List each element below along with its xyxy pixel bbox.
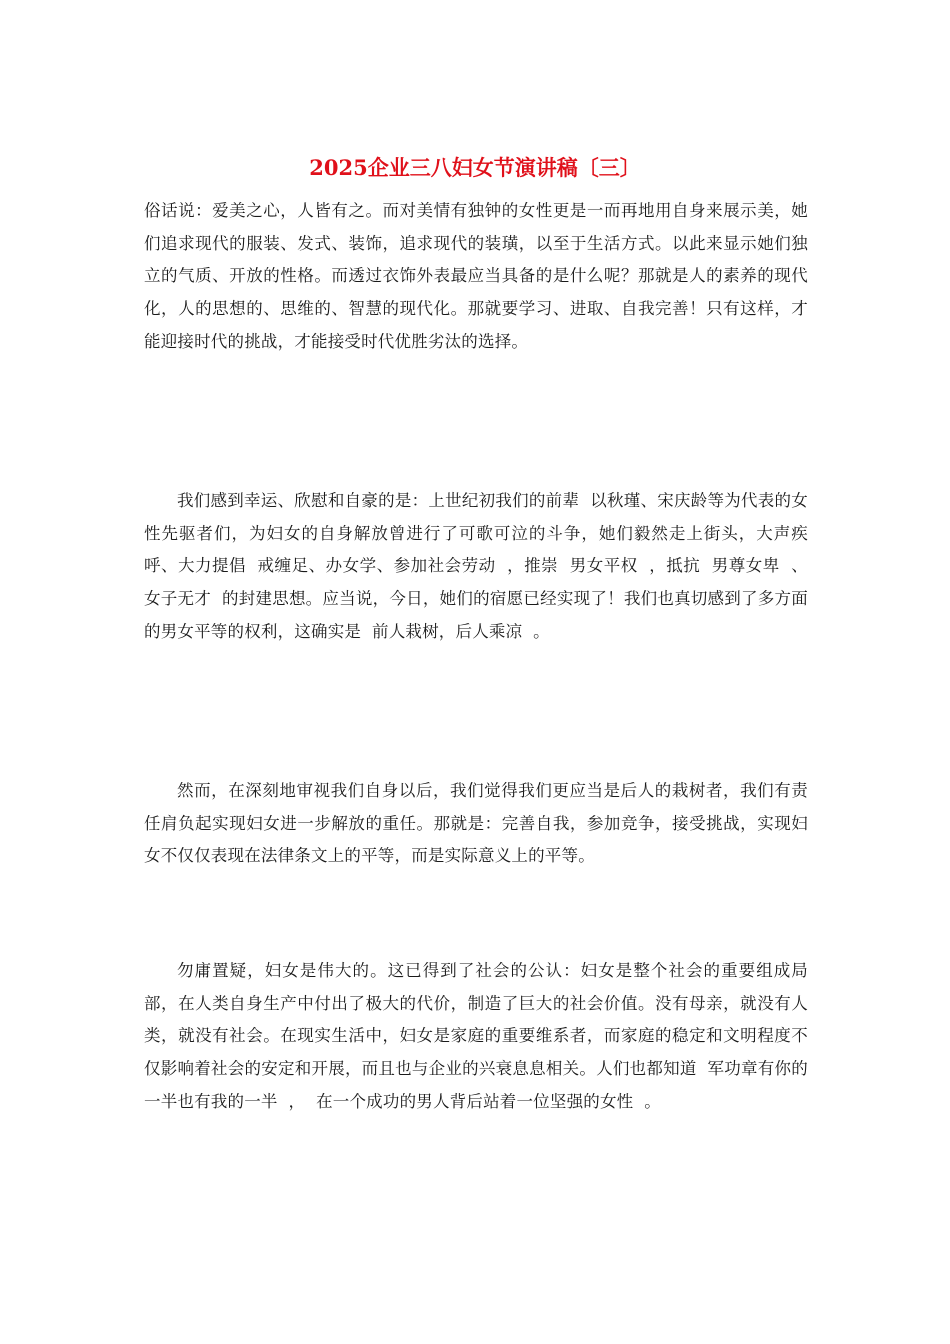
paragraph-1: 俗话说：爱美之心，人皆有之。而对美情有独钟的女性更是一而再地用自身来展示美，她们追求现代的服装、发式、装饰，追求现代的装璜，以至于生活方式。以此来显示她们独立的气质、开放的性格。而透过衣饰外表最应当具备的是什么呢？那就是人的素养的现代化，人的思想的、思维的、智慧的现代化。那就要学习、进取、自我完善！只有这样，才能迎接时代的挑战，才能接受时代优胜劣汰的选择。 bbox=[144, 201, 808, 351]
paragraph-2: 我们感到幸运、欣慰和自豪的是：上世纪初我们的前辈 以秋瑾、宋庆龄等为代表的女性先驱者们，为妇女的自身解放曾进行了可歌可泣的斗争，她们毅然走上街头，大声疾呼、大力提倡 戒缠足、办女学、参加社会劳动 ，推崇 男女平权 ，抵抗 男尊女卑 、 女子无才 的封建思想。应当说，今日，她们的宿愿已经实现了！我们也真切感到了多方面的男女平等的权利，这确实是 前人栽树，后人乘凉 。 bbox=[144, 491, 819, 641]
paragraph-4: 勿庸置疑，妇女是伟大的。这已得到了社会的公认：妇女是整个社会的重要组成局部，在人类自身生产中付出了极大的代价，制造了巨大的社会价值。没有母亲，就没有人类，就没有社会。在现实生活中，妇女是家庭的重要维系者，而家庭的稳定和文明程度不仅影响着社会的安定和开展，而且也与企业的兴衰息息相关。人们也都知道 军功章有你的一半也有我的一半 ， 在一个成功的男人背后站着一位坚强的女性 。 bbox=[144, 961, 808, 1111]
paragraph-3: 然而，在深刻地审视我们自身以后，我们觉得我们更应当是后人的栽树者，我们有责任肩负起实现妇女进一步解放的重任。那就是：完善自我，参加竞争，接受挑战，实现妇女不仅仅表现在法律条文上的平等，而是实际意义上的平等。 bbox=[144, 781, 808, 866]
document-title: 2025企业三八妇女节演讲稿〔三〕 bbox=[309, 155, 641, 180]
